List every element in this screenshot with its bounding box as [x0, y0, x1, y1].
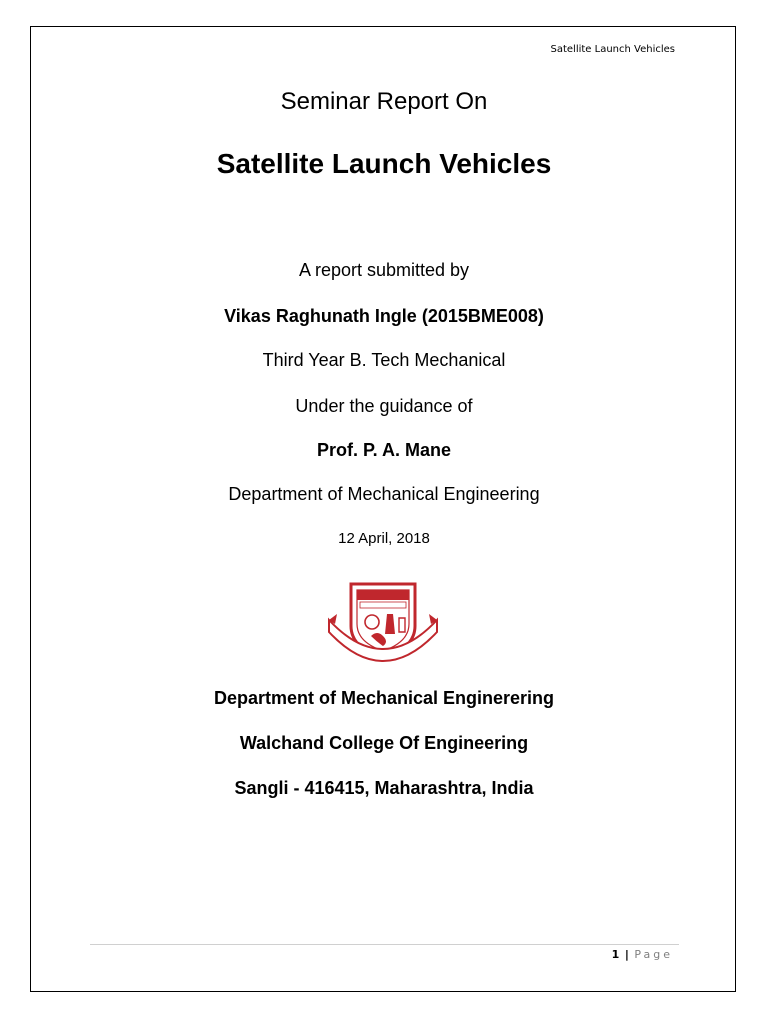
- footer-divider: [90, 944, 679, 945]
- submitted-by-line: A report submitted by: [298, 260, 470, 280]
- guidance-line: Under the guidance of: [295, 396, 473, 416]
- institution-college: Walchand College Of Engineering: [239, 733, 529, 753]
- institution-address: Sangli - 416415, Maharashtra, India: [234, 778, 534, 798]
- page-number: 1: [611, 948, 620, 961]
- page-separator: |: [624, 948, 629, 961]
- running-header: Satellite Launch Vehicles: [550, 44, 675, 55]
- report-title: Satellite Launch Vehicles: [216, 148, 552, 179]
- student-name: Vikas Raghunath Ingle (2015BME008): [224, 306, 544, 326]
- student-year: Third Year B. Tech Mechanical: [262, 350, 506, 370]
- department-line: Department of Mechanical Engineering: [228, 484, 540, 504]
- college-logo: [327, 574, 439, 668]
- report-subtitle: Seminar Report On: [280, 88, 488, 115]
- institution-department: Department of Mechanical Enginerering: [213, 688, 555, 708]
- shield-band: [357, 590, 409, 600]
- guide-name: Prof. P. A. Mane: [316, 440, 452, 460]
- page-word: Page: [634, 948, 673, 961]
- report-date: 12 April, 2018: [338, 530, 430, 547]
- page-number-footer: [612, 948, 673, 961]
